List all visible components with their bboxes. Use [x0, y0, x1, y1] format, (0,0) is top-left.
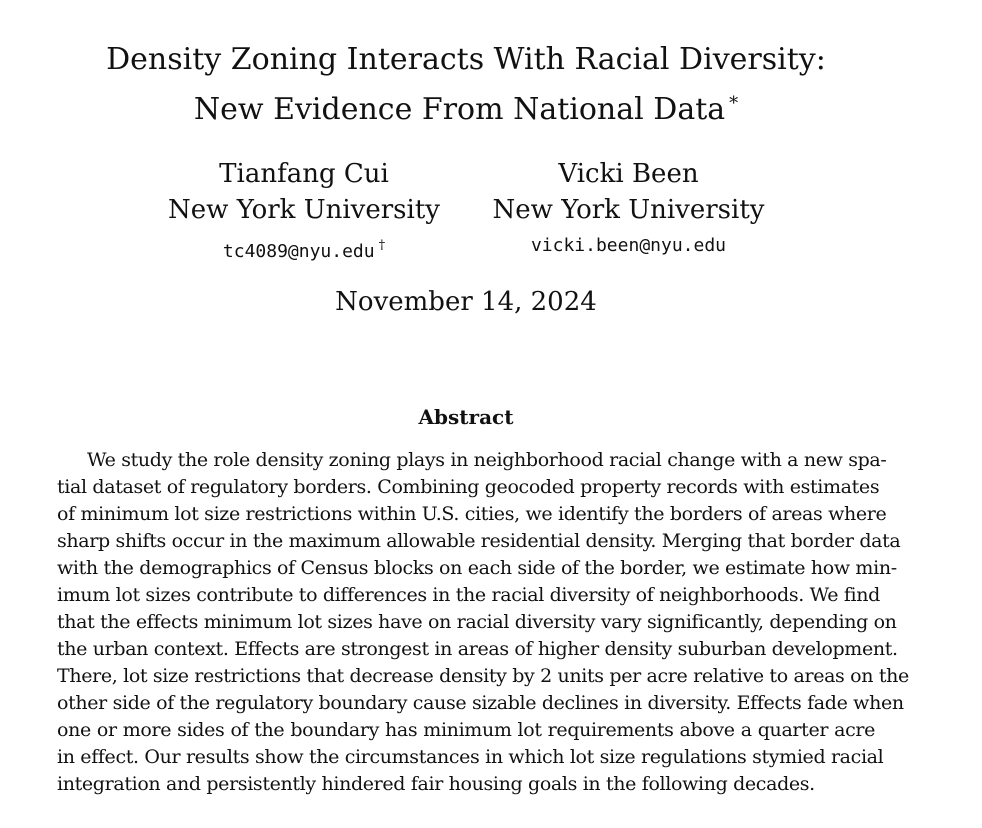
paper-date: November 14, 2024 — [335, 287, 597, 317]
author-email-line — [160, 228, 448, 270]
author-email-line — [486, 228, 771, 264]
author-footnote-mark[interactable]: † — [378, 238, 386, 253]
author-name: Tianfang Cui — [219, 159, 389, 189]
title-line-2 — [0, 82, 932, 132]
author-block-2 — [486, 156, 771, 264]
abstract-line: with the demographics of Census blocks on each side of the border, we estimate how min- — [57, 557, 897, 579]
abstract-line: imum lot sizes contribute to differences in the racial diversity of neighborhoods. We find — [57, 584, 880, 606]
abstract-line: There, lot size restrictions that decrease density by 2 units per acre relative to areas on the — [57, 665, 909, 687]
abstract-line: other side of the regulatory boundary cause sizable declines in diversity. Effects fade when — [57, 692, 904, 714]
abstract-line: in effect. Our results show the circumstances in which lot size regulations stymied racial — [57, 746, 884, 768]
abstract-line: the urban context. Effects are strongest in areas of higher density suburban development. — [57, 638, 898, 660]
title-line-2-text: New Evidence From National Data — [193, 92, 726, 127]
abstract-line: of minimum lot size restrictions within U.S. cities, we identify the borders of areas where — [57, 503, 887, 525]
abstract-body — [57, 447, 909, 798]
abstract-line: We study the role density zoning plays in neighborhood racial change with a new spa- — [87, 449, 887, 471]
author-email[interactable]: tc4089@nyu.edu — [222, 241, 375, 262]
author-block-1 — [160, 156, 448, 270]
author-affiliation: New York University — [492, 195, 765, 225]
author-email[interactable]: vicki.been@nyu.edu — [530, 235, 727, 256]
abstract-heading: Abstract — [418, 405, 514, 429]
abstract-line: tial dataset of regulatory borders. Combining geocoded property records with estimates — [57, 476, 880, 498]
abstract-line: that the effects minimum lot sizes have on racial diversity vary significantly, depending on — [57, 611, 897, 633]
title-footnote-mark[interactable]: * — [729, 93, 739, 114]
author-name: Vicki Been — [558, 159, 699, 189]
abstract-line: integration and persistently hindered fair housing goals in the following decades. — [57, 773, 815, 795]
title-line-1: Density Zoning Interacts With Racial Diversity: — [106, 42, 826, 77]
paper-title — [0, 38, 932, 132]
abstract-line: one or more sides of the boundary has minimum lot requirements above a quarter acre — [57, 719, 875, 741]
abstract-line: sharp shifts occur in the maximum allowable residential density. Merging that border data — [57, 530, 901, 552]
author-affiliation: New York University — [168, 195, 440, 225]
